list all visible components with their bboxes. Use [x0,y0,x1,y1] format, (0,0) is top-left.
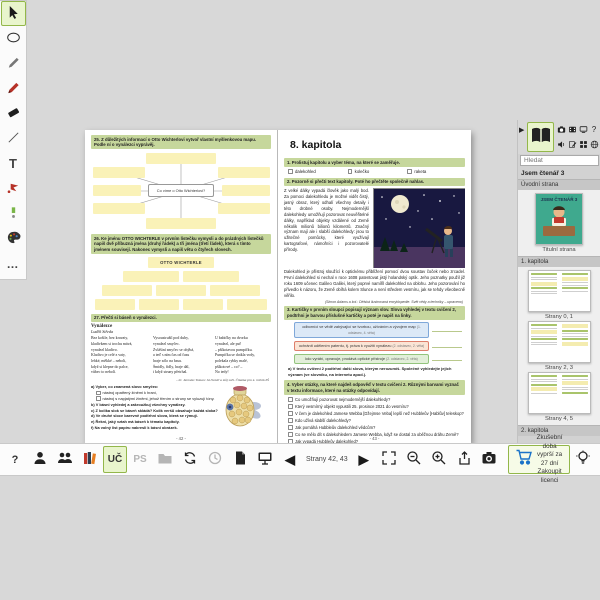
poem-title: Vynálezce [91,324,113,330]
grid-icon[interactable] [578,137,588,151]
chapter-title: 8. kapitola [290,139,342,151]
task-c: c) Z kolika slok se báseň skládá? Kolik veršů obsahuje každá sloka? [91,407,218,413]
current-pages-label: Strany 42, 43 [306,456,348,463]
projector-screen-icon [257,450,273,469]
cover-illustration [539,202,579,240]
eraser-tool-button[interactable] [1,101,26,126]
poem-author: Luděk Středa [91,329,114,335]
more-tools-button[interactable] [1,251,26,276]
pointer-tool-button[interactable] [1,176,26,201]
task-a-option-1: nástroj opatřený žíněmi k hraní, [102,389,157,395]
reading-text-paragraph-2: Dalekohled je přístroj sloužící k optickému přiblížení pomocí dvou soustav čoček nebo zrcadel. První dalekohled si nechal v roce 1608 patentovat jistý holandský optik. Jeho poznatky použil již roku 1609 učenec Galileo Galilei, který poprvé namířil dalekohled na oblohu. Jeho pozorování ho přivedlo k názoru, že Země obíhá kolem Slunce a není středem vesmíru, jak se tehdy všeobecně věřilo. [284,269,465,298]
mind-map-blank[interactable] [93,167,145,178]
shopping-cart-icon [515,448,533,471]
mind-map-center: Co víme o Otto Wichterlovi? [148,184,214,197]
definition-card-blue[interactable]: odborníci ve vědě zabývající se tvorbou, užíváním a vývojem map (1. odstavec, 4. věta) [294,322,429,338]
single-page-button[interactable] [228,446,252,473]
exercise-3-subtask: a) V textu cvičení 2 podtrhni další slova, kterým nerozumíš. Společně vyhledejte jejich význam (ve slovníku, na internetu apod.). [288,366,452,377]
pencil-icon [6,55,21,73]
pyramid-blank[interactable] [183,299,223,310]
thumbnail-pages-4-5[interactable] [528,372,591,414]
pyramid-blank[interactable] [95,299,135,310]
page-icon [232,450,248,469]
checkbox[interactable] [96,391,101,396]
shapes-tool-button[interactable] [1,201,26,226]
question-row: Jak pomáhá Hubbleův dalekohled vědcům? [288,425,465,430]
checkbox[interactable] [96,396,101,401]
history-button[interactable] [203,446,227,473]
pyramid-blank[interactable] [139,299,179,310]
trial-license-button[interactable] [508,434,570,484]
library-button[interactable] [78,446,102,473]
ellipse-icon [6,30,21,48]
checkbox[interactable] [288,169,293,174]
sidebar-mode-icons [556,122,599,151]
poem-block [91,324,271,382]
share-icon [456,450,472,469]
text-attribution: (Simon Adams a kol.: Dětská ilustrovaná encyklopedie. Svět vědy a techniky – upraveno) [325,299,463,304]
task-f: f) Na volný list papíru nakresli k básni obrázek. [91,425,178,431]
cursor-arrow-icon [6,5,21,23]
pyramid-blank[interactable] [227,299,267,310]
question-row: Kdo užívá slabší dalekohledy? [288,418,465,423]
exercise-2-header: 2. Pozorně si přečti text kapitoly. Poté ho přečtěte společně nahlas. [284,178,465,187]
answer-line[interactable] [432,331,462,332]
mind-map [91,151,272,231]
word-pyramid [91,257,271,310]
thumbnail-pages-0-1[interactable] [528,270,591,312]
open-book-icon [530,125,552,149]
screenshot-button[interactable] [477,446,501,473]
checkbox[interactable] [288,425,293,430]
answer-line[interactable] [432,347,462,348]
presentation-button[interactable] [253,446,277,473]
select-tool-button[interactable] [1,1,26,26]
option-label: kolečko [354,168,370,174]
mind-map-blank[interactable] [218,167,270,178]
task-a: a) Vyber, co znamená slovo smyčec: [91,384,159,390]
text-tool-icon: T [9,156,17,171]
exercise-27-header: 27. Přečti si báseň o vynálezci. [91,314,271,323]
person-icon [32,450,48,469]
cover-thumbnail[interactable] [535,193,583,245]
poem-stanza-2: Vysoustružil pod duby, vynalezl smyčec. Zvláštní smyčec se ohýbá, a teď s ním čas od času hraje sólo na basu. Šmidly, fidly, hraje dál, i když struny přetrhal. [153,336,195,375]
definition-card-orange[interactable]: ochránit udělením patentu, tj. práva k využití vynálezu (2. odstavec, 2. věta) [294,341,429,352]
mind-map-blank[interactable] [146,153,216,164]
exercise-25-header: 25. Z důležitých informací o Otto Wichterlovi vytvoř vlastní myšlenkovou mapu. Podle ní o vynálezci vyprávěj. [91,135,271,149]
poem-attribution: – in: Jaroslav Toman: Já čtenář a můj svět. Čítanka pro 4. ročník ZŠ [175,378,269,383]
mind-map-blank[interactable] [93,203,145,214]
line-tool-button[interactable] [1,126,26,151]
red-marker-icon [6,80,21,98]
folder-button[interactable] [153,446,177,473]
marker-tool-button[interactable] [1,76,26,101]
poem-tasks [91,384,219,431]
sidebar-collapse-arrow-icon[interactable]: ▶ [519,127,525,134]
zoom-out-icon [406,450,422,469]
definition-cards [294,322,429,364]
question-row: Jak vypadá Hubbleův dalekohled? [288,439,465,444]
page-43[interactable] [278,130,471,443]
button-fish-illustration [223,384,267,431]
web-icon[interactable] [589,137,599,151]
checkbox[interactable] [348,169,353,174]
caption-pages-0-1: Strany 0, 1 [544,314,574,320]
cover-title: JSEM ČTENÁŘ 3 [540,197,578,202]
drawing-toolbar [0,0,27,280]
text-tool-button[interactable] [1,151,26,176]
ellipse-tool-button[interactable] [1,26,26,51]
option-label: dalekohled [295,168,316,174]
folder-icon [157,450,173,469]
group-icon [57,450,73,469]
color-palette-icon [6,230,21,248]
audio-icon[interactable] [556,137,566,151]
task-b: b) V básni vyhledej a zakroužkuj všechny vynálezy. [91,401,186,407]
class-button[interactable] [53,446,77,473]
section-intro[interactable]: Úvodní strana [518,179,600,190]
sync-icon [182,450,198,469]
navigation-sidebar [517,120,600,443]
book-title: Jsem čtenář 3 [521,170,565,177]
pyramid-top-box[interactable]: OTTO WICHTERLE [148,257,214,268]
exercise-3-header: 3. Kartičky v prvním sloupci popisují význam slov. Slova vyhledej v textu cvičení 2, podtrhni je barvou příslušné kartičky a poté je napiš na linky. [284,306,465,320]
search-input[interactable] [520,155,599,166]
checkbox[interactable] [288,397,293,402]
checkbox[interactable] [288,418,293,423]
option-label: raketa [414,168,427,174]
task-e: e) Řekni, jaký vztah má báseň k tématu kapitoly. [91,419,180,425]
exercise-4-header: 4. Vyber otázky, na které najdeš odpověď v textu cvičení 2. Různými barvami vyznač v textu informace, které na otázky odpovídají. [284,380,465,394]
camera-icon[interactable] [556,122,566,136]
line-icon [6,130,21,148]
lightbulb-icon [575,450,591,469]
sidebar-toolbar [518,120,600,154]
exercise-26-header: 26. Ke jménu OTTO WICHTERLE v prvním lístečku vymysli a do prázdných lístečků napiš dvě příbuzná jména (druhý řádek) a tři jména (třetí řádek), která s tímto jménem souvisejí. Nakonec vymysli a napiš větu o čtyřech slovech. [91,234,271,254]
page-number-left: - 42 - [176,436,186,441]
exercise-1-options [288,169,463,174]
buy-license-text: Zakoupit licenci [537,468,562,484]
poem-stanza-1: Bez košile, bez kravaty, kladívkem si trochu mává, vynalezl kladivo. Kladivo je celé z vaty, lehké, měkké – neboli, když si klepne do palce, vůbec to nebolí. [91,336,133,375]
ellipsis-icon: … [6,256,20,271]
checkbox[interactable] [288,404,293,409]
task-a-option-2: nástroj s napjatými žíněmi, jehož třením o struny se vyluzují tóny. [102,395,215,401]
zoom-out-button[interactable] [402,446,426,473]
exercise-1-header: 1. Prolistuj kapitolu a vyber téma, na které se zaměřuje. [284,158,465,167]
student-button[interactable] [28,446,52,473]
workbook-button[interactable]: PS [133,454,147,465]
notes-icon[interactable] [567,137,577,151]
pyramid-blank[interactable] [183,271,239,282]
keyboard-button[interactable] [596,446,600,473]
previous-page-button[interactable]: ◀ [285,451,295,467]
page-42[interactable] [85,130,278,443]
thumbnail-pages-2-3[interactable] [528,321,591,363]
screen-icon[interactable] [578,122,588,136]
shapes-icon [6,205,21,223]
question-row: Co se mělo dít s dalekohledem Jamese Webba, když se dostal za oběžnou dráhu Země? [288,432,465,437]
fit-screen-icon [381,450,397,469]
clock-icon [207,450,223,469]
reading-text-paragraph-1: Z velké dálky vypadá člověk jako malý bod. Za pomoci dalekohledu je možné vidět čistý, jasný obraz, který odhalí všechny detaily i této drobné osoby. Nejmodernější dalekohledy umožňují pozorovat neuvěřitelné dálky, například objekty vzdálené od Země několik milionů bilionů kilometrů. Značný význam mají ale i slabší dalekohledy: jsou to užitečné pomůcky, které využívají kartografové, námořníci i pozorovatelé přírody. [284,188,369,253]
pyramid-blank[interactable] [156,285,206,296]
help-icon[interactable]: ? [591,124,597,134]
pencil-tool-button[interactable] [1,51,26,76]
mind-map-blank[interactable] [218,203,270,214]
section-chapter-1[interactable]: 1. kapitola [518,256,600,267]
laser-pointer-icon [6,180,21,198]
mind-map-blank[interactable] [222,185,270,196]
poem-stanza-3: U babičky na dvorku vynalezl, ale pst! – pšíkotavou pumpičku. Pumpička se dotkla vody, polekala rybky malé, pšíkotové – co? – No tedy! [215,336,255,375]
sync-button[interactable] [178,446,202,473]
eraser-icon [6,105,21,123]
cover-panel [518,190,600,256]
definition-card-green[interactable]: kdo vyrábí, opravuje, prodává optické přístroje (2. odstavec, 2. věta) [294,354,429,365]
palette-tool-button[interactable] [1,226,26,251]
hint-button[interactable] [571,446,595,473]
section-chapter-2[interactable]: 2. kapitola [518,425,600,436]
question-row: V čem je dalekohled Jamese Webba [Džejmse Veba] lepší než Hubbleův [Hablův] teleskop? [288,411,465,416]
books-icon [82,450,98,469]
zoom-in-button[interactable] [427,446,451,473]
pyramid-blank[interactable] [210,285,260,296]
pyramid-blank[interactable] [102,285,152,296]
film-icon[interactable] [567,122,577,136]
camera-icon [481,450,497,469]
next-page-button[interactable]: ▶ [358,451,369,467]
trial-expiry-text: Zkušební doba vyprší za 27 dní [536,434,563,467]
pyramid-blank[interactable] [123,271,179,282]
task-d: d) Ve druhé sloce barevně podtrhni slova, která se rýmují. [91,413,198,419]
zoom-in-icon [431,450,447,469]
mind-map-blank[interactable] [93,185,141,196]
fit-screen-button[interactable] [377,446,401,473]
mind-map-blank[interactable] [146,218,216,229]
page-number-right: - 43 - [369,436,380,441]
checkbox[interactable] [407,169,412,174]
textbook-button[interactable]: UČ [103,446,127,473]
pages-view-button[interactable] [527,122,554,152]
caption-pages-4-5: Strany 4, 5 [544,416,574,422]
caption-pages-2-3: Strany 2, 3 [544,365,574,371]
cover-caption: Titulní strana [542,247,576,253]
share-button[interactable] [452,446,476,473]
telescope-night-illustration [373,188,465,268]
question-row: Co umožňují pozorovat nejmodernější dalekohledy? [288,397,465,402]
checkbox[interactable] [288,411,293,416]
question-row: Který vesmírný objekt vypustili 25. prosince 2021 do vesmíru? [288,404,465,409]
help-button[interactable]: ? [11,453,19,466]
book-spread [85,130,471,443]
answer-line[interactable] [432,360,462,361]
